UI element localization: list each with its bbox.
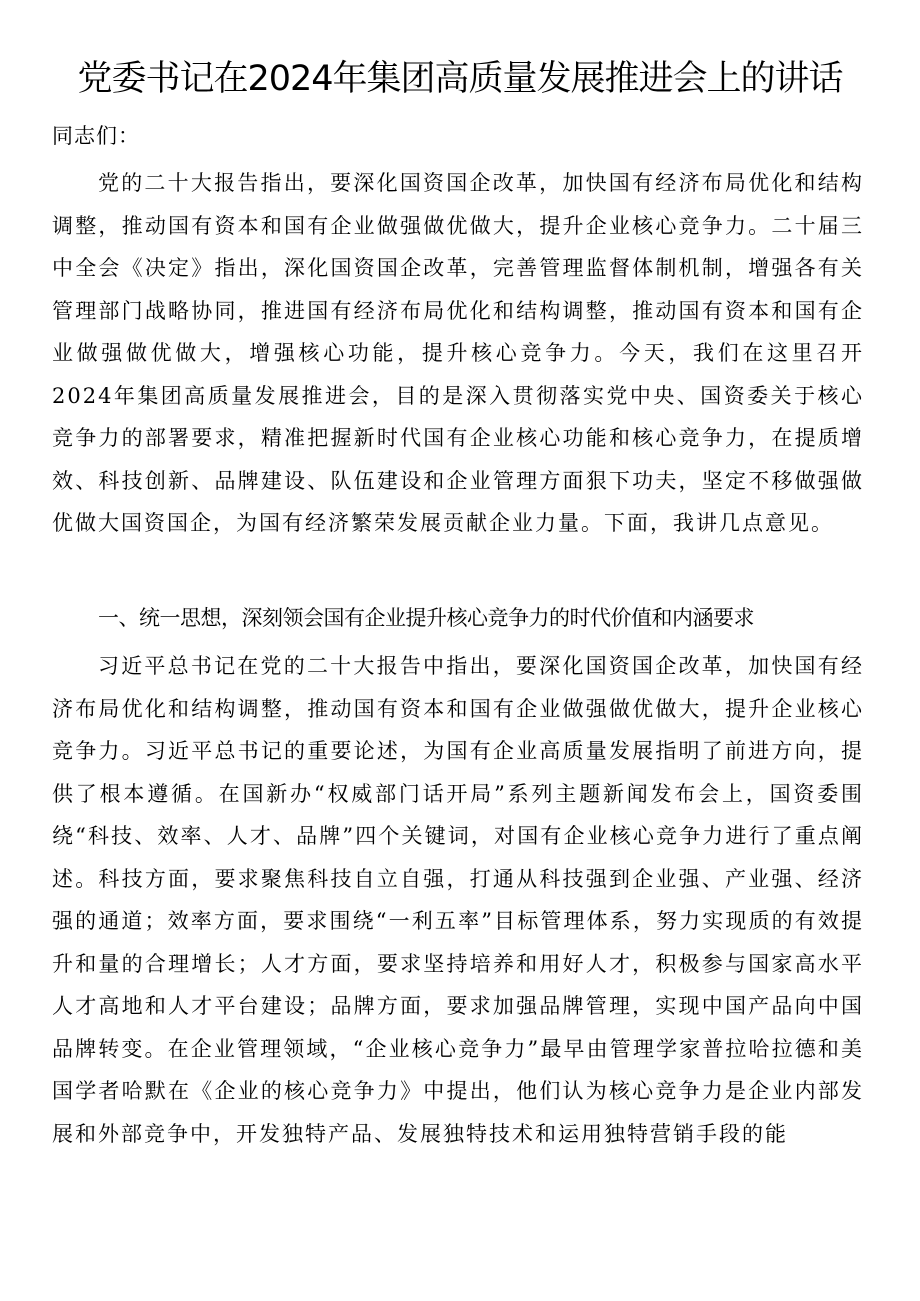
salutation: 同志们：: [52, 124, 140, 148]
opening-paragraph: 党的二十大报告指出，要深化国资国企改革，加快国有经济布局优化和结构调整，推动国有资本和国有企业做强做优做大，提升企业核心竞争力。二十届三中全会《决定》指出，深化国资国企改革，完善管理监督体制机制，增强各有关管理部门战略协同，推进国有经济布局优化和结构调整，推动国有资本和国有企业做强做优做大，增强核心功能，提升核心竞争力。今天，我们在这里召开2024年集团高质量发展推进会，目的是深入贯彻落实党中央、国资委关于核心竞争力的部署要求，精准把握新时代国有企业核心功能和核心竞争力，在提质增效、科技创新、品牌建设、队伍建设和企业管理方面狠下功夫，坚定不移做强做优做大国资国企，为国有经济繁荣发展贡献企业力量。下面，我讲几点意见。: [52, 171, 864, 535]
section-heading-1: 一、统一思想，深刻领会国有企业提升核心竞争力的时代价值和内涵要求: [98, 606, 754, 630]
speech-title: 党委书记在2024年集团高质量发展推进会上的讲话: [77, 59, 843, 99]
section-1-paragraph: 习近平总书记在党的二十大报告中指出，要深化国资国企改革，加快国有经济布局优化和结构调整，推动国有资本和国有企业做强做优做大，提升企业核心竞争力。习近平总书记的重要论述，为国有企业高质量发展指明了前进方向，提供了根本遵循。在国新办“权威部门话开局”系列主题新闻发布会上，国资委围绕“科技、效率、人才、品牌”四个关键词，对国有企业核心竞争力进行了重点阐述。科技方面，要求聚焦科技自立自强，打通从科技强到企业强、产业强、经济强的通道；效率方面，要求围绕“一利五率”目标管理体系，努力实现质的有效提升和量的合理增长；人才方面，要求坚持培养和用好人才，积极参与国家高水平人才高地和人才平台建设；品牌方面，要求加强品牌管理，实现中国产品向中国品牌转变。在企业管理领域，“企业核心竞争力”最早由管理学家普拉哈拉德和美国学者哈默在《企业的核心竞争力》中提出，他们认为核心竞争力是企业内部发展和外部竞争中，开发独特产品、发展独特技术和运用独特营销手段的能: [52, 654, 864, 1146]
